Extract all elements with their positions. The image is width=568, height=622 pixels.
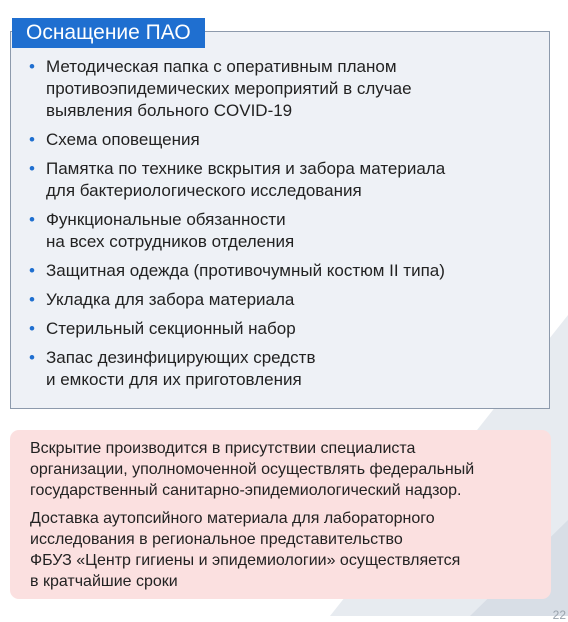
bullet-icon: • [29, 130, 35, 149]
note-paragraph [30, 508, 531, 592]
list-item [28, 56, 540, 122]
item-line: для бактериологического исследования [46, 181, 362, 200]
item-line: выявления больного COVID-19 [46, 101, 293, 120]
bullet-icon: • [29, 261, 35, 280]
list-item [28, 129, 540, 151]
list-item [28, 158, 540, 202]
note-line: в кратчайшие сроки [30, 573, 178, 590]
bullet-icon: • [29, 57, 35, 76]
note-line: Доставка аутопсийного материала для лабораторного [30, 510, 435, 527]
item-line: Функциональные обязанности [46, 210, 286, 229]
page-number: 22 [552, 608, 566, 622]
item-line: Защитная одежда (противочумный костюм II типа) [46, 261, 445, 280]
item-line: и емкости для их приготовления [46, 370, 302, 389]
item-line: Схема оповещения [46, 130, 200, 149]
autopsy-note [10, 430, 551, 599]
item-line: Методическая папка с оперативным планом [46, 57, 397, 76]
note-line: государственный санитарно-эпидемиологический надзор. [30, 482, 462, 499]
item-line: Стерильный секционный набор [46, 319, 296, 338]
bullet-icon: • [29, 210, 35, 229]
list-item [28, 289, 540, 311]
note-line: организации, уполномоченной осуществлять федеральный [30, 461, 475, 478]
list-item [28, 260, 540, 282]
item-line: Памятка по технике вскрытия и забора материала [46, 159, 446, 178]
note-paragraph [30, 438, 531, 501]
bullet-icon: • [29, 290, 35, 309]
bullet-icon: • [29, 159, 35, 178]
item-line: на всех сотрудников отделения [46, 232, 295, 251]
list-item [28, 347, 540, 391]
bullet-icon: • [29, 319, 35, 338]
note-line: исследования в региональное представительство [30, 531, 403, 548]
note-line: ФБУЗ «Центр гигиены и эпидемиологии» осуществляется [30, 552, 461, 569]
note-line: Вскрытие производится в присутствии специалиста [30, 440, 416, 457]
list-item [28, 318, 540, 340]
item-line: противоэпидемических мероприятий в случае [46, 79, 412, 98]
item-line: Укладка для забора материала [46, 290, 295, 309]
item-line: Запас дезинфицирующих средств [46, 348, 316, 367]
panel-title: Оснащение ПАО [12, 18, 205, 48]
list-item [28, 209, 540, 253]
equipment-list [28, 56, 540, 398]
bullet-icon: • [29, 348, 35, 367]
